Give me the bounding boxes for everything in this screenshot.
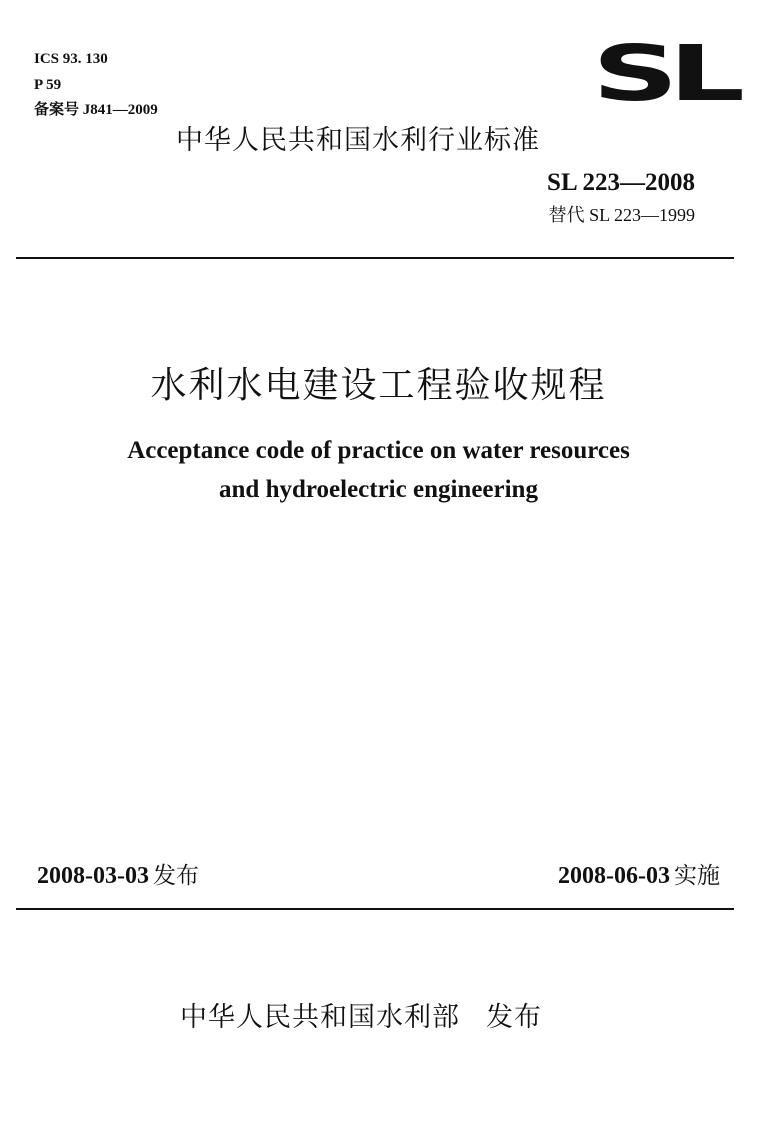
top-divider [16,257,734,259]
filing-label: 备案号 [34,102,80,118]
document-title-english-line1: Acceptance code of practice on water resources [127,437,630,464]
issue-label: 发布 [152,863,199,889]
document-title-english-line2: and hydroelectric engineering [219,476,538,503]
document-title-chinese: 水利水电建设工程验收规程 [150,365,607,406]
filing-number: J841—2009 [82,102,158,118]
issue-date-line [37,860,199,892]
ics-code: ICS 93. 130 [34,51,108,67]
replaces-standard: 替代 SL 223—1999 [548,205,695,225]
implementation-label: 实施 [674,863,720,889]
publisher-action: 发布 [486,1002,542,1033]
issue-date: 2008-03-03 [37,863,149,889]
implementation-date: 2008-06-03 [558,863,670,889]
publisher-name: 中华人民共和国水利部 [180,1002,460,1033]
bottom-divider [16,908,734,910]
classification-code: P 59 [34,77,62,93]
filing-number-line [34,101,158,119]
sl-logo: SL [592,29,735,119]
implementation-date-line [558,860,720,892]
publisher-line [180,1000,542,1036]
standard-number: SL 223—2008 [547,169,695,196]
industry-standard-heading: 中华人民共和国水利行业标准 [176,125,540,156]
